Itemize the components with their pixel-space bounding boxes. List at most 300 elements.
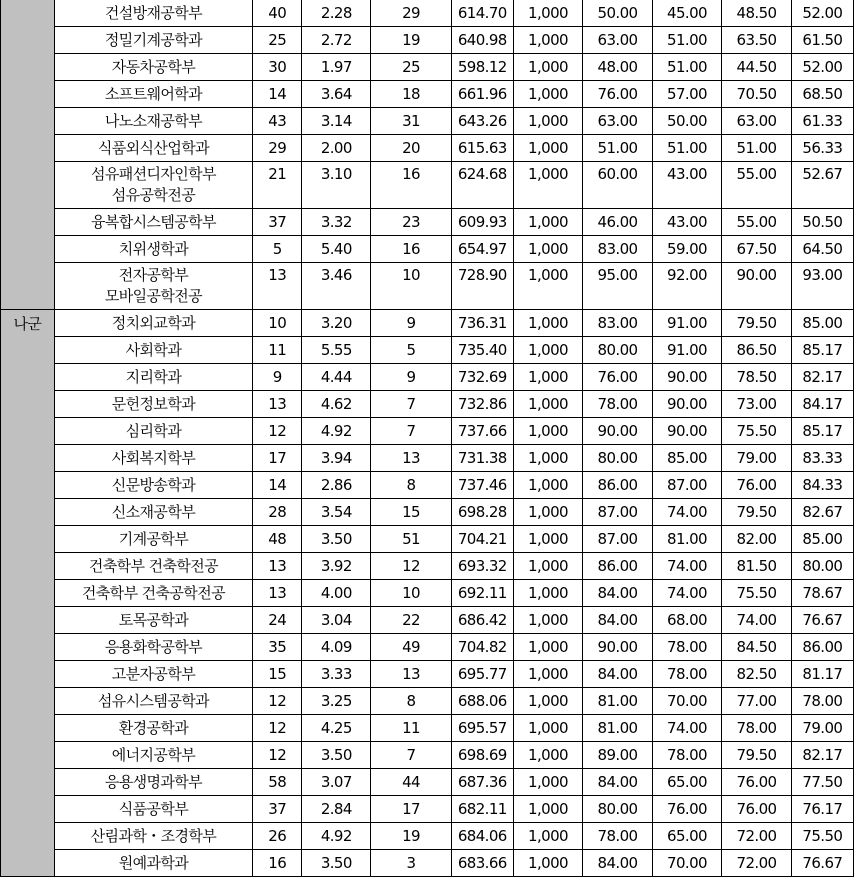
max-score-cell: 1,000 (513, 0, 583, 27)
korean-pct-cell: 83.00 (583, 310, 653, 337)
avg-pct-cell: 61.33 (791, 108, 853, 135)
quota-cell: 28 (253, 499, 302, 526)
avg-pct-cell: 85.00 (791, 526, 853, 553)
table-row (1, 391, 854, 418)
english-pct-cell: 76.00 (722, 769, 792, 796)
avg-pct-cell: 76.67 (791, 850, 853, 877)
table-row (1, 27, 854, 54)
department-name: 정치외교학과 (111, 313, 196, 332)
quota-cell: 14 (253, 472, 302, 499)
avg-pct-cell: 61.50 (791, 27, 853, 54)
additional-pass-cell: 7 (371, 418, 452, 445)
avg-pct-cell: 80.00 (791, 553, 853, 580)
max-score-cell: 1,000 (513, 54, 583, 81)
department-name: 소프트웨어학과 (104, 84, 203, 103)
table-row (1, 418, 854, 445)
avg-score-cell: 687.36 (451, 769, 513, 796)
department-cell (54, 850, 252, 877)
department-name: 식품외식산업학과 (97, 138, 209, 157)
english-pct-cell: 76.00 (722, 796, 792, 823)
avg-pct-cell: 86.00 (791, 634, 853, 661)
korean-pct-cell: 86.00 (583, 472, 653, 499)
competition-rate-cell: 3.50 (302, 742, 371, 769)
table-row (1, 499, 854, 526)
korean-pct-cell: 90.00 (583, 634, 653, 661)
department-cell (54, 108, 252, 135)
quota-cell: 12 (253, 418, 302, 445)
additional-pass-cell: 10 (371, 263, 452, 310)
avg-score-cell: 688.06 (451, 688, 513, 715)
table-row (1, 769, 854, 796)
department-name: 산림과학・조경학부 (90, 826, 217, 845)
avg-score-cell: 698.28 (451, 499, 513, 526)
table-row (1, 337, 854, 364)
competition-rate-cell: 3.33 (302, 661, 371, 688)
competition-rate-cell: 3.64 (302, 81, 371, 108)
table-row (1, 688, 854, 715)
department-cell (54, 823, 252, 850)
department-name: 식품공학부 (118, 799, 189, 818)
math-pct-cell: 45.00 (652, 0, 722, 27)
avg-pct-cell: 76.17 (791, 796, 853, 823)
avg-score-cell: 598.12 (451, 54, 513, 81)
quota-cell: 15 (253, 661, 302, 688)
competition-rate-cell: 3.14 (302, 108, 371, 135)
math-pct-cell: 91.00 (652, 310, 722, 337)
group-cell (1, 0, 55, 310)
avg-pct-cell: 82.17 (791, 742, 853, 769)
max-score-cell: 1,000 (513, 715, 583, 742)
table-row (1, 607, 854, 634)
department-name: 섬유시스템공학과 (97, 691, 209, 710)
avg-pct-cell: 85.17 (791, 418, 853, 445)
quota-cell: 21 (253, 162, 302, 209)
avg-pct-cell: 85.17 (791, 337, 853, 364)
table-row (1, 0, 854, 27)
department-name: 지리학과 (125, 367, 182, 386)
math-pct-cell: 74.00 (652, 499, 722, 526)
table-row (1, 580, 854, 607)
avg-pct-cell: 52.00 (791, 54, 853, 81)
math-pct-cell: 92.00 (652, 263, 722, 310)
avg-score-cell: 731.38 (451, 445, 513, 472)
korean-pct-cell: 84.00 (583, 850, 653, 877)
department-cell (54, 553, 252, 580)
korean-pct-cell: 46.00 (583, 209, 653, 236)
avg-score-cell: 609.93 (451, 209, 513, 236)
math-pct-cell: 78.00 (652, 742, 722, 769)
english-pct-cell: 44.50 (722, 54, 792, 81)
avg-pct-cell: 77.50 (791, 769, 853, 796)
math-pct-cell: 51.00 (652, 27, 722, 54)
additional-pass-cell: 31 (371, 108, 452, 135)
department-name: 심리학과 (125, 421, 182, 440)
korean-pct-cell: 51.00 (583, 135, 653, 162)
avg-pct-cell: 52.67 (791, 162, 853, 209)
max-score-cell: 1,000 (513, 418, 583, 445)
english-pct-cell: 90.00 (722, 263, 792, 310)
department-cell (54, 742, 252, 769)
english-pct-cell: 79.50 (722, 310, 792, 337)
table-row (1, 472, 854, 499)
math-pct-cell: 78.00 (652, 661, 722, 688)
department-cell (54, 310, 252, 337)
avg-score-cell: 695.57 (451, 715, 513, 742)
math-pct-cell: 81.00 (652, 526, 722, 553)
additional-pass-cell: 25 (371, 54, 452, 81)
avg-pct-cell: 50.50 (791, 209, 853, 236)
korean-pct-cell: 63.00 (583, 27, 653, 54)
korean-pct-cell: 84.00 (583, 607, 653, 634)
english-pct-cell: 48.50 (722, 0, 792, 27)
math-pct-cell: 90.00 (652, 418, 722, 445)
avg-pct-cell: 68.50 (791, 81, 853, 108)
department-cell (54, 0, 252, 27)
department-cell (54, 499, 252, 526)
table-row (1, 135, 854, 162)
math-pct-cell: 59.00 (652, 236, 722, 263)
quota-cell: 40 (253, 0, 302, 27)
competition-rate-cell: 2.72 (302, 27, 371, 54)
competition-rate-cell: 2.86 (302, 472, 371, 499)
competition-rate-cell: 4.00 (302, 580, 371, 607)
additional-pass-cell: 16 (371, 236, 452, 263)
max-score-cell: 1,000 (513, 580, 583, 607)
quota-cell: 58 (253, 769, 302, 796)
department-cell (54, 607, 252, 634)
table-row (1, 263, 854, 310)
max-score-cell: 1,000 (513, 742, 583, 769)
additional-pass-cell: 5 (371, 337, 452, 364)
avg-pct-cell: 52.00 (791, 0, 853, 27)
math-pct-cell: 68.00 (652, 607, 722, 634)
quota-cell: 30 (253, 54, 302, 81)
english-pct-cell: 74.00 (722, 607, 792, 634)
korean-pct-cell: 84.00 (583, 769, 653, 796)
avg-score-cell: 698.69 (451, 742, 513, 769)
competition-rate-cell: 3.20 (302, 310, 371, 337)
competition-rate-cell: 5.40 (302, 236, 371, 263)
quota-cell: 48 (253, 526, 302, 553)
quota-cell: 5 (253, 236, 302, 263)
avg-score-cell: 684.06 (451, 823, 513, 850)
department-name: 건축학부 건축학전공 (88, 556, 219, 575)
table-row (1, 54, 854, 81)
department-cell (54, 162, 252, 209)
department-cell (54, 688, 252, 715)
department-name: 토목공학과 (118, 610, 189, 629)
additional-pass-cell: 7 (371, 391, 452, 418)
quota-cell: 10 (253, 310, 302, 337)
additional-pass-cell: 49 (371, 634, 452, 661)
department-name: 건축학부 건축공학전공 (81, 583, 225, 602)
max-score-cell: 1,000 (513, 364, 583, 391)
competition-rate-cell: 3.25 (302, 688, 371, 715)
korean-pct-cell: 60.00 (583, 162, 653, 209)
math-pct-cell: 70.00 (652, 688, 722, 715)
department-cell (54, 391, 252, 418)
max-score-cell: 1,000 (513, 445, 583, 472)
quota-cell: 25 (253, 27, 302, 54)
math-pct-cell: 50.00 (652, 108, 722, 135)
quota-cell: 11 (253, 337, 302, 364)
korean-pct-cell: 76.00 (583, 81, 653, 108)
avg-pct-cell: 76.67 (791, 607, 853, 634)
table-row (1, 162, 854, 209)
quota-cell: 14 (253, 81, 302, 108)
table-row (1, 526, 854, 553)
avg-score-cell: 654.97 (451, 236, 513, 263)
department-name: 환경공학과 (118, 718, 189, 737)
quota-cell: 12 (253, 715, 302, 742)
max-score-cell: 1,000 (513, 209, 583, 236)
math-pct-cell: 51.00 (652, 54, 722, 81)
additional-pass-cell: 20 (371, 135, 452, 162)
max-score-cell: 1,000 (513, 135, 583, 162)
avg-score-cell: 615.63 (451, 135, 513, 162)
additional-pass-cell: 8 (371, 472, 452, 499)
korean-pct-cell: 80.00 (583, 337, 653, 364)
avg-pct-cell: 93.00 (791, 263, 853, 310)
additional-pass-cell: 19 (371, 823, 452, 850)
department-cell (54, 27, 252, 54)
avg-pct-cell: 81.17 (791, 661, 853, 688)
competition-rate-cell: 3.50 (302, 850, 371, 877)
avg-score-cell: 661.96 (451, 81, 513, 108)
max-score-cell: 1,000 (513, 391, 583, 418)
competition-rate-cell: 4.44 (302, 364, 371, 391)
additional-pass-cell: 9 (371, 310, 452, 337)
avg-score-cell: 732.69 (451, 364, 513, 391)
additional-pass-cell: 19 (371, 27, 452, 54)
korean-pct-cell: 81.00 (583, 688, 653, 715)
avg-pct-cell: 84.33 (791, 472, 853, 499)
english-pct-cell: 72.00 (722, 850, 792, 877)
quota-cell: 24 (253, 607, 302, 634)
department-cell (54, 135, 252, 162)
table-row (1, 108, 854, 135)
department-cell (54, 580, 252, 607)
avg-score-cell: 704.82 (451, 634, 513, 661)
department-name: 치위생학과 (118, 239, 189, 258)
max-score-cell: 1,000 (513, 607, 583, 634)
additional-pass-cell: 23 (371, 209, 452, 236)
korean-pct-cell: 87.00 (583, 499, 653, 526)
korean-pct-cell: 78.00 (583, 823, 653, 850)
english-pct-cell: 86.50 (722, 337, 792, 364)
quota-cell: 17 (253, 445, 302, 472)
max-score-cell: 1,000 (513, 310, 583, 337)
competition-rate-cell: 3.10 (302, 162, 371, 209)
max-score-cell: 1,000 (513, 236, 583, 263)
competition-rate-cell: 2.84 (302, 796, 371, 823)
competition-rate-cell: 4.09 (302, 634, 371, 661)
department-name: 전자공학부 (118, 266, 189, 284)
english-pct-cell: 73.00 (722, 391, 792, 418)
avg-score-cell: 693.32 (451, 553, 513, 580)
avg-score-cell: 737.46 (451, 472, 513, 499)
competition-rate-cell: 4.62 (302, 391, 371, 418)
department-name: 섬유패션디자인학부 (90, 165, 216, 183)
korean-pct-cell: 78.00 (583, 391, 653, 418)
competition-rate-cell: 4.92 (302, 418, 371, 445)
math-pct-cell: 87.00 (652, 472, 722, 499)
math-pct-cell: 51.00 (652, 135, 722, 162)
max-score-cell: 1,000 (513, 337, 583, 364)
math-pct-cell: 43.00 (652, 209, 722, 236)
additional-pass-cell: 12 (371, 553, 452, 580)
quota-cell: 37 (253, 209, 302, 236)
max-score-cell: 1,000 (513, 81, 583, 108)
department-cell (54, 263, 252, 310)
additional-pass-cell: 18 (371, 81, 452, 108)
table-row (1, 796, 854, 823)
max-score-cell: 1,000 (513, 263, 583, 310)
avg-score-cell: 643.26 (451, 108, 513, 135)
department-name: 신소재공학부 (111, 502, 196, 521)
department-cell (54, 526, 252, 553)
korean-pct-cell: 90.00 (583, 418, 653, 445)
department-cell (54, 634, 252, 661)
table-row (1, 209, 854, 236)
english-pct-cell: 75.50 (722, 418, 792, 445)
avg-pct-cell: 83.33 (791, 445, 853, 472)
quota-cell: 12 (253, 688, 302, 715)
department-cell (54, 81, 252, 108)
avg-score-cell: 614.70 (451, 0, 513, 27)
avg-score-cell: 640.98 (451, 27, 513, 54)
avg-pct-cell: 78.67 (791, 580, 853, 607)
department-name: 고분자공학부 (111, 664, 196, 683)
english-pct-cell: 55.00 (722, 209, 792, 236)
table-row (1, 634, 854, 661)
table-row (1, 823, 854, 850)
avg-pct-cell: 64.50 (791, 236, 853, 263)
table-row (1, 445, 854, 472)
english-pct-cell: 77.00 (722, 688, 792, 715)
table-row (1, 310, 854, 337)
max-score-cell: 1,000 (513, 634, 583, 661)
avg-pct-cell: 85.00 (791, 310, 853, 337)
department-name: 기계공학부 (118, 529, 189, 548)
max-score-cell: 1,000 (513, 850, 583, 877)
korean-pct-cell: 63.00 (583, 108, 653, 135)
avg-pct-cell: 56.33 (791, 135, 853, 162)
quota-cell: 43 (253, 108, 302, 135)
competition-rate-cell: 1.97 (302, 54, 371, 81)
department-cell (54, 209, 252, 236)
english-pct-cell: 79.50 (722, 499, 792, 526)
department-name: 건설방재공학부 (104, 3, 203, 22)
avg-score-cell: 735.40 (451, 337, 513, 364)
max-score-cell: 1,000 (513, 526, 583, 553)
table-row (1, 850, 854, 877)
english-pct-cell: 70.50 (722, 81, 792, 108)
english-pct-cell: 84.50 (722, 634, 792, 661)
department-name: 신문방송학과 (111, 475, 196, 494)
avg-score-cell: 683.66 (451, 850, 513, 877)
competition-rate-cell: 3.94 (302, 445, 371, 472)
math-pct-cell: 74.00 (652, 715, 722, 742)
math-pct-cell: 43.00 (652, 162, 722, 209)
avg-score-cell: 686.42 (451, 607, 513, 634)
table-row (1, 742, 854, 769)
max-score-cell: 1,000 (513, 661, 583, 688)
competition-rate-cell: 3.54 (302, 499, 371, 526)
avg-pct-cell: 78.00 (791, 688, 853, 715)
korean-pct-cell: 84.00 (583, 661, 653, 688)
competition-rate-cell: 3.46 (302, 263, 371, 310)
additional-pass-cell: 17 (371, 796, 452, 823)
max-score-cell: 1,000 (513, 27, 583, 54)
english-pct-cell: 67.50 (722, 236, 792, 263)
english-pct-cell: 76.00 (722, 472, 792, 499)
english-pct-cell: 78.00 (722, 715, 792, 742)
math-pct-cell: 70.00 (652, 850, 722, 877)
korean-pct-cell: 81.00 (583, 715, 653, 742)
max-score-cell: 1,000 (513, 162, 583, 209)
korean-pct-cell: 89.00 (583, 742, 653, 769)
korean-pct-cell: 87.00 (583, 526, 653, 553)
max-score-cell: 1,000 (513, 499, 583, 526)
avg-score-cell: 704.21 (451, 526, 513, 553)
table-row (1, 553, 854, 580)
math-pct-cell: 91.00 (652, 337, 722, 364)
math-pct-cell: 74.00 (652, 553, 722, 580)
additional-pass-cell: 29 (371, 0, 452, 27)
english-pct-cell: 79.00 (722, 445, 792, 472)
korean-pct-cell: 84.00 (583, 580, 653, 607)
additional-pass-cell: 8 (371, 688, 452, 715)
korean-pct-cell: 86.00 (583, 553, 653, 580)
english-pct-cell: 63.00 (722, 108, 792, 135)
department-name: 에너지공학부 (111, 745, 196, 764)
max-score-cell: 1,000 (513, 688, 583, 715)
competition-rate-cell: 3.50 (302, 526, 371, 553)
max-score-cell: 1,000 (513, 796, 583, 823)
quota-cell: 37 (253, 796, 302, 823)
korean-pct-cell: 50.00 (583, 0, 653, 27)
max-score-cell: 1,000 (513, 108, 583, 135)
additional-pass-cell: 16 (371, 162, 452, 209)
table-row (1, 236, 854, 263)
max-score-cell: 1,000 (513, 769, 583, 796)
department-name: 자동차공학부 (111, 57, 196, 76)
english-pct-cell: 81.50 (722, 553, 792, 580)
korean-pct-cell: 76.00 (583, 364, 653, 391)
korean-pct-cell: 48.00 (583, 54, 653, 81)
avg-pct-cell: 75.50 (791, 823, 853, 850)
competition-rate-cell: 3.32 (302, 209, 371, 236)
max-score-cell: 1,000 (513, 823, 583, 850)
avg-pct-cell: 84.17 (791, 391, 853, 418)
quota-cell: 29 (253, 135, 302, 162)
math-pct-cell: 90.00 (652, 364, 722, 391)
department-cell (54, 796, 252, 823)
korean-pct-cell: 83.00 (583, 236, 653, 263)
group-cell: 나군 (1, 310, 55, 877)
math-pct-cell: 90.00 (652, 391, 722, 418)
avg-score-cell: 682.11 (451, 796, 513, 823)
math-pct-cell: 65.00 (652, 823, 722, 850)
department-cell (54, 236, 252, 263)
korean-pct-cell: 95.00 (583, 263, 653, 310)
math-pct-cell: 85.00 (652, 445, 722, 472)
avg-pct-cell: 79.00 (791, 715, 853, 742)
department-cell (54, 769, 252, 796)
quota-cell: 16 (253, 850, 302, 877)
department-cell (54, 364, 252, 391)
